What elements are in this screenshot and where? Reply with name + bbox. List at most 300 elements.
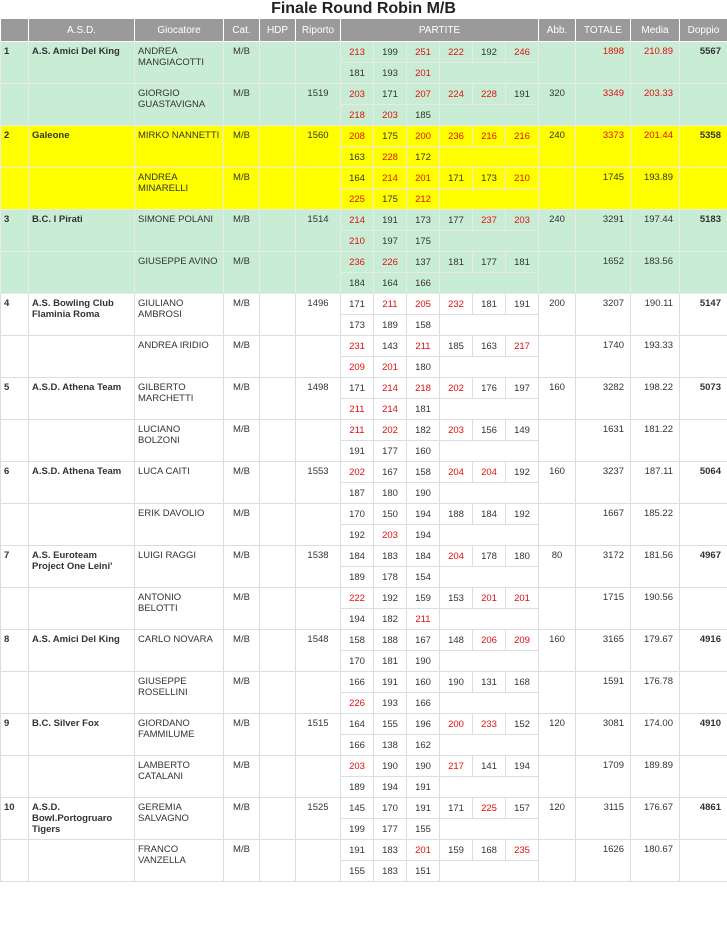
player-riporto bbox=[296, 840, 341, 882]
player-name: LUIGI RAGGI bbox=[135, 546, 224, 588]
empty-score-cell bbox=[440, 693, 539, 714]
game-score: 191 bbox=[341, 840, 374, 861]
player-name: GIORDANO FAMMILUME bbox=[135, 714, 224, 756]
empty-score-cell bbox=[440, 357, 539, 378]
player-abb bbox=[539, 42, 576, 84]
player-name: LUCIANO BOLZONI bbox=[135, 420, 224, 462]
player-totale: 3373 bbox=[576, 126, 631, 168]
player-riporto bbox=[296, 168, 341, 210]
player-riporto bbox=[296, 420, 341, 462]
game-score: 183 bbox=[374, 861, 407, 882]
player-totale: 1709 bbox=[576, 756, 631, 798]
team-club: A.S.D. Athena Team bbox=[29, 462, 135, 504]
header-row bbox=[1, 19, 727, 42]
game-score: 200 bbox=[440, 714, 473, 735]
player-hdp bbox=[260, 252, 296, 294]
player-name: CARLO NOVARA bbox=[135, 630, 224, 672]
player-hdp bbox=[260, 630, 296, 672]
player-cat: M/B bbox=[224, 798, 260, 840]
header-doppio: Doppio bbox=[680, 19, 727, 42]
game-score: 218 bbox=[407, 378, 440, 399]
player-totale: 1626 bbox=[576, 840, 631, 882]
game-score: 225 bbox=[341, 189, 374, 210]
table-row bbox=[1, 630, 727, 651]
player-hdp bbox=[260, 84, 296, 126]
team-doppio: 5183 bbox=[680, 210, 727, 252]
results-body bbox=[1, 42, 727, 882]
team-rank bbox=[1, 420, 29, 462]
game-score: 164 bbox=[341, 714, 374, 735]
empty-score-cell bbox=[440, 609, 539, 630]
table-row bbox=[1, 546, 727, 567]
game-score: 180 bbox=[506, 546, 539, 567]
player-hdp bbox=[260, 168, 296, 210]
game-score: 209 bbox=[506, 630, 539, 651]
game-score: 246 bbox=[506, 42, 539, 63]
player-name: ANDREA IRIDIO bbox=[135, 336, 224, 378]
player-name: GEREMIA SALVAGNO bbox=[135, 798, 224, 840]
player-abb: 120 bbox=[539, 714, 576, 756]
team-club bbox=[29, 504, 135, 546]
team-club: A.S.D. Athena Team bbox=[29, 378, 135, 420]
game-score: 211 bbox=[407, 609, 440, 630]
player-riporto bbox=[296, 588, 341, 630]
player-riporto: 1553 bbox=[296, 462, 341, 504]
table-row bbox=[1, 588, 727, 609]
game-score: 176 bbox=[473, 378, 506, 399]
game-score: 184 bbox=[473, 504, 506, 525]
game-score: 212 bbox=[407, 189, 440, 210]
player-media: 193.89 bbox=[631, 168, 680, 210]
empty-score-cell bbox=[440, 231, 539, 252]
team-rank bbox=[1, 588, 29, 630]
game-score: 175 bbox=[374, 126, 407, 147]
empty-score-cell bbox=[440, 651, 539, 672]
game-score: 214 bbox=[374, 399, 407, 420]
game-score: 143 bbox=[374, 336, 407, 357]
player-hdp bbox=[260, 210, 296, 252]
team-club bbox=[29, 756, 135, 798]
header-hdp: HDP bbox=[260, 19, 296, 42]
player-riporto bbox=[296, 252, 341, 294]
game-score: 180 bbox=[374, 483, 407, 504]
player-riporto bbox=[296, 504, 341, 546]
game-score: 214 bbox=[374, 168, 407, 189]
player-abb: 160 bbox=[539, 630, 576, 672]
player-totale: 3349 bbox=[576, 84, 631, 126]
player-hdp bbox=[260, 294, 296, 336]
game-score: 226 bbox=[341, 693, 374, 714]
player-riporto bbox=[296, 42, 341, 84]
team-doppio: 4967 bbox=[680, 546, 727, 588]
team-club: A.S. Amici Del King bbox=[29, 42, 135, 84]
game-score: 203 bbox=[341, 756, 374, 777]
header-totale: TOTALE bbox=[576, 19, 631, 42]
player-riporto: 1519 bbox=[296, 84, 341, 126]
game-score: 202 bbox=[440, 378, 473, 399]
game-score: 160 bbox=[407, 441, 440, 462]
game-score: 141 bbox=[473, 756, 506, 777]
game-score: 251 bbox=[407, 42, 440, 63]
player-media: 197.44 bbox=[631, 210, 680, 252]
player-abb: 120 bbox=[539, 798, 576, 840]
empty-score-cell bbox=[440, 63, 539, 84]
team-doppio: 5147 bbox=[680, 294, 727, 336]
game-score: 138 bbox=[374, 735, 407, 756]
player-abb bbox=[539, 336, 576, 378]
game-score: 192 bbox=[506, 462, 539, 483]
game-score: 187 bbox=[341, 483, 374, 504]
player-totale: 3207 bbox=[576, 294, 631, 336]
game-score: 228 bbox=[374, 147, 407, 168]
player-cat: M/B bbox=[224, 378, 260, 420]
game-score: 191 bbox=[506, 294, 539, 315]
game-score: 191 bbox=[374, 210, 407, 231]
game-score: 160 bbox=[407, 672, 440, 693]
table-row bbox=[1, 168, 727, 189]
empty-score-cell bbox=[440, 819, 539, 840]
empty-score-cell bbox=[440, 861, 539, 882]
player-totale: 3115 bbox=[576, 798, 631, 840]
table-row bbox=[1, 840, 727, 861]
player-cat: M/B bbox=[224, 630, 260, 672]
game-score: 167 bbox=[407, 630, 440, 651]
player-media: 210.89 bbox=[631, 42, 680, 84]
game-score: 200 bbox=[407, 126, 440, 147]
table-row bbox=[1, 420, 727, 441]
game-score: 236 bbox=[440, 126, 473, 147]
game-score: 213 bbox=[341, 42, 374, 63]
game-score: 210 bbox=[341, 231, 374, 252]
player-riporto: 1560 bbox=[296, 126, 341, 168]
player-cat: M/B bbox=[224, 126, 260, 168]
game-score: 181 bbox=[341, 63, 374, 84]
game-score: 166 bbox=[341, 735, 374, 756]
player-totale: 1715 bbox=[576, 588, 631, 630]
game-score: 190 bbox=[407, 756, 440, 777]
game-score: 194 bbox=[506, 756, 539, 777]
player-cat: M/B bbox=[224, 252, 260, 294]
game-score: 182 bbox=[407, 420, 440, 441]
header-asd: A.S.D. bbox=[29, 19, 135, 42]
game-score: 204 bbox=[440, 462, 473, 483]
table-row bbox=[1, 126, 727, 147]
header-giocatore: Giocatore bbox=[135, 19, 224, 42]
player-media: 189.89 bbox=[631, 756, 680, 798]
game-score: 192 bbox=[341, 525, 374, 546]
game-score: 164 bbox=[374, 273, 407, 294]
player-cat: M/B bbox=[224, 84, 260, 126]
team-doppio bbox=[680, 588, 727, 630]
game-score: 171 bbox=[341, 294, 374, 315]
player-hdp bbox=[260, 714, 296, 756]
game-score: 190 bbox=[407, 483, 440, 504]
player-hdp bbox=[260, 462, 296, 504]
team-rank bbox=[1, 336, 29, 378]
team-doppio bbox=[680, 504, 727, 546]
game-score: 182 bbox=[374, 609, 407, 630]
player-riporto: 1548 bbox=[296, 630, 341, 672]
player-hdp bbox=[260, 126, 296, 168]
player-name: MIRKO NANNETTI bbox=[135, 126, 224, 168]
team-rank bbox=[1, 252, 29, 294]
game-score: 211 bbox=[341, 399, 374, 420]
game-score: 199 bbox=[341, 819, 374, 840]
empty-score-cell bbox=[440, 777, 539, 798]
player-cat: M/B bbox=[224, 42, 260, 84]
empty-score-cell bbox=[440, 567, 539, 588]
team-rank: 8 bbox=[1, 630, 29, 672]
game-score: 191 bbox=[407, 777, 440, 798]
game-score: 211 bbox=[374, 294, 407, 315]
team-doppio: 4861 bbox=[680, 798, 727, 840]
team-club: A.S. Bowling Club Flaminia Roma bbox=[29, 294, 135, 336]
game-score: 155 bbox=[374, 714, 407, 735]
game-score: 201 bbox=[374, 357, 407, 378]
game-score: 225 bbox=[473, 798, 506, 819]
game-score: 193 bbox=[374, 63, 407, 84]
player-media: 193.33 bbox=[631, 336, 680, 378]
team-rank: 7 bbox=[1, 546, 29, 588]
empty-score-cell bbox=[440, 399, 539, 420]
table-row bbox=[1, 756, 727, 777]
game-score: 156 bbox=[473, 420, 506, 441]
game-score: 145 bbox=[341, 798, 374, 819]
game-score: 180 bbox=[407, 357, 440, 378]
player-cat: M/B bbox=[224, 672, 260, 714]
player-abb bbox=[539, 420, 576, 462]
player-cat: M/B bbox=[224, 420, 260, 462]
player-media: 176.78 bbox=[631, 672, 680, 714]
player-abb: 320 bbox=[539, 84, 576, 126]
game-score: 185 bbox=[407, 105, 440, 126]
player-riporto: 1496 bbox=[296, 294, 341, 336]
game-score: 163 bbox=[341, 147, 374, 168]
table-row bbox=[1, 462, 727, 483]
player-cat: M/B bbox=[224, 840, 260, 882]
game-score: 189 bbox=[374, 315, 407, 336]
team-doppio: 5064 bbox=[680, 462, 727, 504]
game-score: 201 bbox=[407, 63, 440, 84]
game-score: 233 bbox=[473, 714, 506, 735]
game-score: 171 bbox=[374, 84, 407, 105]
table-row bbox=[1, 42, 727, 63]
game-score: 158 bbox=[407, 315, 440, 336]
team-club: B.C. Silver Fox bbox=[29, 714, 135, 756]
team-club bbox=[29, 252, 135, 294]
team-rank: 9 bbox=[1, 714, 29, 756]
game-score: 177 bbox=[374, 819, 407, 840]
game-score: 190 bbox=[374, 756, 407, 777]
table-row bbox=[1, 336, 727, 357]
player-name: ERIK DAVOLIO bbox=[135, 504, 224, 546]
game-score: 201 bbox=[407, 840, 440, 861]
game-score: 222 bbox=[341, 588, 374, 609]
team-club bbox=[29, 840, 135, 882]
team-rank bbox=[1, 840, 29, 882]
game-score: 235 bbox=[506, 840, 539, 861]
game-score: 171 bbox=[341, 378, 374, 399]
empty-score-cell bbox=[440, 525, 539, 546]
player-abb: 240 bbox=[539, 210, 576, 252]
player-cat: M/B bbox=[224, 588, 260, 630]
game-score: 157 bbox=[506, 798, 539, 819]
player-totale: 1631 bbox=[576, 420, 631, 462]
game-score: 207 bbox=[407, 84, 440, 105]
game-score: 181 bbox=[440, 252, 473, 273]
player-abb bbox=[539, 504, 576, 546]
team-doppio bbox=[680, 252, 727, 294]
game-score: 190 bbox=[407, 651, 440, 672]
team-club: A.S. Amici Del King bbox=[29, 630, 135, 672]
player-cat: M/B bbox=[224, 714, 260, 756]
game-score: 164 bbox=[341, 168, 374, 189]
table-row bbox=[1, 294, 727, 315]
table-row bbox=[1, 252, 727, 273]
table-row bbox=[1, 798, 727, 819]
team-doppio bbox=[680, 672, 727, 714]
player-totale: 1898 bbox=[576, 42, 631, 84]
player-cat: M/B bbox=[224, 504, 260, 546]
player-abb bbox=[539, 588, 576, 630]
game-score: 171 bbox=[440, 798, 473, 819]
player-media: 181.22 bbox=[631, 420, 680, 462]
team-club bbox=[29, 672, 135, 714]
header-rank bbox=[1, 19, 29, 42]
team-doppio: 4916 bbox=[680, 630, 727, 672]
player-media: 180.67 bbox=[631, 840, 680, 882]
game-score: 203 bbox=[374, 105, 407, 126]
game-score: 203 bbox=[440, 420, 473, 441]
game-score: 204 bbox=[473, 462, 506, 483]
game-score: 166 bbox=[341, 672, 374, 693]
table-row bbox=[1, 84, 727, 105]
game-score: 172 bbox=[407, 147, 440, 168]
game-score: 168 bbox=[473, 840, 506, 861]
game-score: 154 bbox=[407, 567, 440, 588]
game-score: 208 bbox=[341, 126, 374, 147]
team-club bbox=[29, 336, 135, 378]
game-score: 170 bbox=[374, 798, 407, 819]
game-score: 216 bbox=[473, 126, 506, 147]
game-score: 210 bbox=[506, 168, 539, 189]
player-media: 190.11 bbox=[631, 294, 680, 336]
player-riporto: 1515 bbox=[296, 714, 341, 756]
game-score: 178 bbox=[374, 567, 407, 588]
team-club bbox=[29, 588, 135, 630]
game-score: 191 bbox=[341, 441, 374, 462]
table-row bbox=[1, 378, 727, 399]
team-rank bbox=[1, 672, 29, 714]
game-score: 170 bbox=[341, 504, 374, 525]
player-abb bbox=[539, 252, 576, 294]
player-totale: 1591 bbox=[576, 672, 631, 714]
team-doppio bbox=[680, 336, 727, 378]
game-score: 155 bbox=[407, 819, 440, 840]
team-rank: 2 bbox=[1, 126, 29, 168]
empty-score-cell bbox=[440, 735, 539, 756]
game-score: 231 bbox=[341, 336, 374, 357]
game-score: 181 bbox=[506, 252, 539, 273]
page-title: Finale Round Robin M/B bbox=[271, 0, 456, 17]
game-score: 188 bbox=[374, 630, 407, 651]
player-hdp bbox=[260, 588, 296, 630]
player-hdp bbox=[260, 42, 296, 84]
game-score: 159 bbox=[440, 840, 473, 861]
player-media: 181.56 bbox=[631, 546, 680, 588]
team-club bbox=[29, 168, 135, 210]
player-cat: M/B bbox=[224, 294, 260, 336]
player-media: 187.11 bbox=[631, 462, 680, 504]
game-score: 152 bbox=[506, 714, 539, 735]
player-hdp bbox=[260, 546, 296, 588]
game-score: 196 bbox=[407, 714, 440, 735]
header-abb: Abb. bbox=[539, 19, 576, 42]
player-media: 174.00 bbox=[631, 714, 680, 756]
player-media: 185.22 bbox=[631, 504, 680, 546]
game-score: 177 bbox=[374, 441, 407, 462]
game-score: 162 bbox=[407, 735, 440, 756]
game-score: 158 bbox=[407, 462, 440, 483]
game-score: 173 bbox=[341, 315, 374, 336]
player-name: GIUSEPPE AVINO bbox=[135, 252, 224, 294]
game-score: 177 bbox=[440, 210, 473, 231]
game-score: 192 bbox=[473, 42, 506, 63]
game-score: 151 bbox=[407, 861, 440, 882]
team-doppio bbox=[680, 84, 727, 126]
team-club: B.C. I Pirati bbox=[29, 210, 135, 252]
team-doppio: 5358 bbox=[680, 126, 727, 168]
game-score: 203 bbox=[374, 525, 407, 546]
team-doppio bbox=[680, 168, 727, 210]
player-media: 179.67 bbox=[631, 630, 680, 672]
player-name: LAMBERTO CATALANI bbox=[135, 756, 224, 798]
game-score: 193 bbox=[374, 693, 407, 714]
player-cat: M/B bbox=[224, 168, 260, 210]
player-riporto bbox=[296, 672, 341, 714]
game-score: 150 bbox=[374, 504, 407, 525]
player-hdp bbox=[260, 504, 296, 546]
team-club: A.S. Euroteam Project One Leini' bbox=[29, 546, 135, 588]
player-abb bbox=[539, 840, 576, 882]
player-abb: 80 bbox=[539, 546, 576, 588]
player-riporto: 1525 bbox=[296, 798, 341, 840]
game-score: 197 bbox=[506, 378, 539, 399]
game-score: 226 bbox=[374, 252, 407, 273]
player-media: 183.56 bbox=[631, 252, 680, 294]
game-score: 197 bbox=[374, 231, 407, 252]
header-cat: Cat. bbox=[224, 19, 260, 42]
header-riporto: Riporto bbox=[296, 19, 341, 42]
team-club: A.S.D. Bowl.Portogruaro Tigers bbox=[29, 798, 135, 840]
player-totale: 3172 bbox=[576, 546, 631, 588]
team-doppio: 5567 bbox=[680, 42, 727, 84]
game-score: 183 bbox=[374, 840, 407, 861]
game-score: 191 bbox=[407, 798, 440, 819]
player-cat: M/B bbox=[224, 546, 260, 588]
game-score: 166 bbox=[407, 693, 440, 714]
game-score: 181 bbox=[407, 399, 440, 420]
player-cat: M/B bbox=[224, 756, 260, 798]
game-score: 175 bbox=[407, 231, 440, 252]
game-score: 194 bbox=[407, 525, 440, 546]
game-score: 205 bbox=[407, 294, 440, 315]
player-riporto: 1538 bbox=[296, 546, 341, 588]
table-row bbox=[1, 672, 727, 693]
game-score: 131 bbox=[473, 672, 506, 693]
player-riporto bbox=[296, 756, 341, 798]
player-hdp bbox=[260, 840, 296, 882]
